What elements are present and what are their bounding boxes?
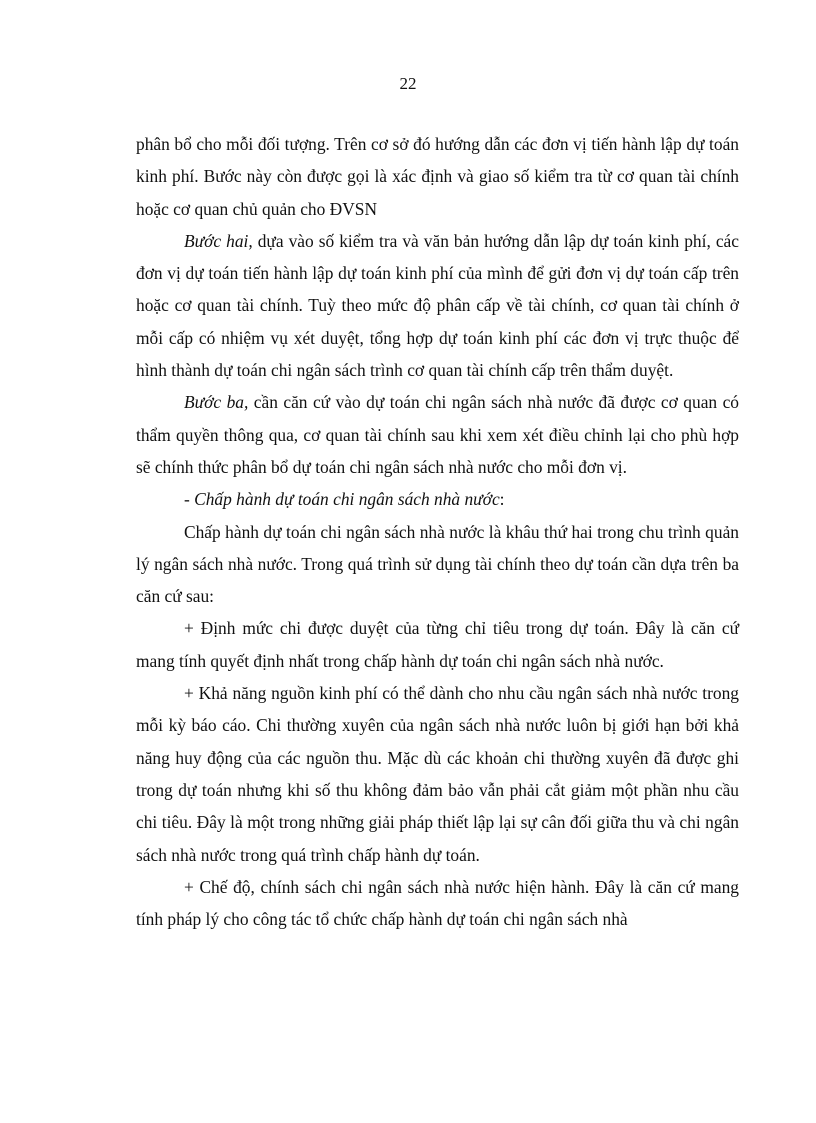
section-heading xyxy=(136,483,739,515)
section-heading-title: Chấp hành dự toán chi ngân sách nhà nước xyxy=(194,489,500,510)
paragraph-3 xyxy=(136,386,739,483)
paragraph-5-text: Chấp hành dự toán chi ngân sách nhà nước là khâu thứ hai trong chu trình quản lý ngân sách nhà nước. Trong quá trình sử dụng tài chính theo dự toán cần dựa trên ba căn cứ sau: xyxy=(136,521,739,607)
list-item-3 xyxy=(136,871,739,936)
document-body xyxy=(136,128,739,935)
section-heading-colon: : xyxy=(499,489,505,510)
page-number: 22 xyxy=(399,74,417,93)
paragraph-2 xyxy=(136,225,739,386)
list-item-2-text: + Khả năng nguồn kinh phí có thể dành cho nhu cầu ngân sách nhà nước trong mỗi kỳ báo cáo. Chi thường xuyên của ngân sách nhà nước luôn bị giới hạn bởi khả năng huy động của các nguồn thu. Mặc dù các khoản chi thường xuyên đã được ghi trong dự toán nhưng khi số thu không đảm bảo vẫn phải cắt giảm một phần nhu cầu chi tiêu. Đây là một trong những giải pháp thiết lập lại sự cân đối giữa thu và chi ngân sách nhà nước trong quá trình chấp hành dự toán. xyxy=(136,683,739,865)
paragraph-2-text: dựa vào số kiểm tra và văn bản hướng dẫn lập dự toán kinh phí, các đơn vị dự toán tiến hành lập dự toán kinh phí của mình để gửi đơn vị dự toán cấp trên hoặc cơ quan tài chính. Tuỳ theo mức độ phân cấp về tài chính, cơ quan tài chính ở mỗi cấp có nhiệm vụ xét duyệt, tổng hợp dự toán kinh phí các đơn vị trực thuộc để hình thành dự toán chi ngân sách trình cơ quan tài chính cấp trên thẩm duyệt. xyxy=(136,230,739,381)
paragraph-5 xyxy=(136,516,739,613)
paragraph-1-text: phân bổ cho mỗi đối tượng. Trên cơ sở đó hướng dẫn các đơn vị tiến hành lập dự toán kinh phí. Bước này còn được gọi là xác định và giao số kiểm tra từ cơ quan tài chính hoặc cơ quan chủ quản cho ĐVSN xyxy=(136,134,739,219)
list-item-2 xyxy=(136,677,739,871)
paragraph-3-text: cần căn cứ vào dự toán chi ngân sách nhà nước đã được cơ quan có thẩm quyền thông qua, cơ quan tài chính sau khi xem xét điều chỉnh lại cho phù hợp sẽ chính thức phân bổ dự toán chi ngân sách nhà nước cho mỗi đơn vị. xyxy=(136,392,739,477)
list-item-1 xyxy=(136,612,739,677)
step-two-heading: Bước hai, xyxy=(184,230,253,251)
paragraph-1 xyxy=(136,128,739,225)
list-item-3-text: + Chế độ, chính sách chi ngân sách nhà nước hiện hành. Đây là căn cứ mang tính pháp lý cho công tác tổ chức chấp hành dự toán chi ngân sách nhà xyxy=(136,876,739,930)
section-heading-dash: - xyxy=(184,489,195,510)
step-three-heading: Bước ba, xyxy=(184,392,249,413)
list-item-1-text: + Định mức chi được duyệt của từng chỉ tiêu trong dự toán. Đây là căn cứ mang tính quyết định nhất trong chấp hành dự toán chi ngân sách nhà nước. xyxy=(136,618,739,671)
